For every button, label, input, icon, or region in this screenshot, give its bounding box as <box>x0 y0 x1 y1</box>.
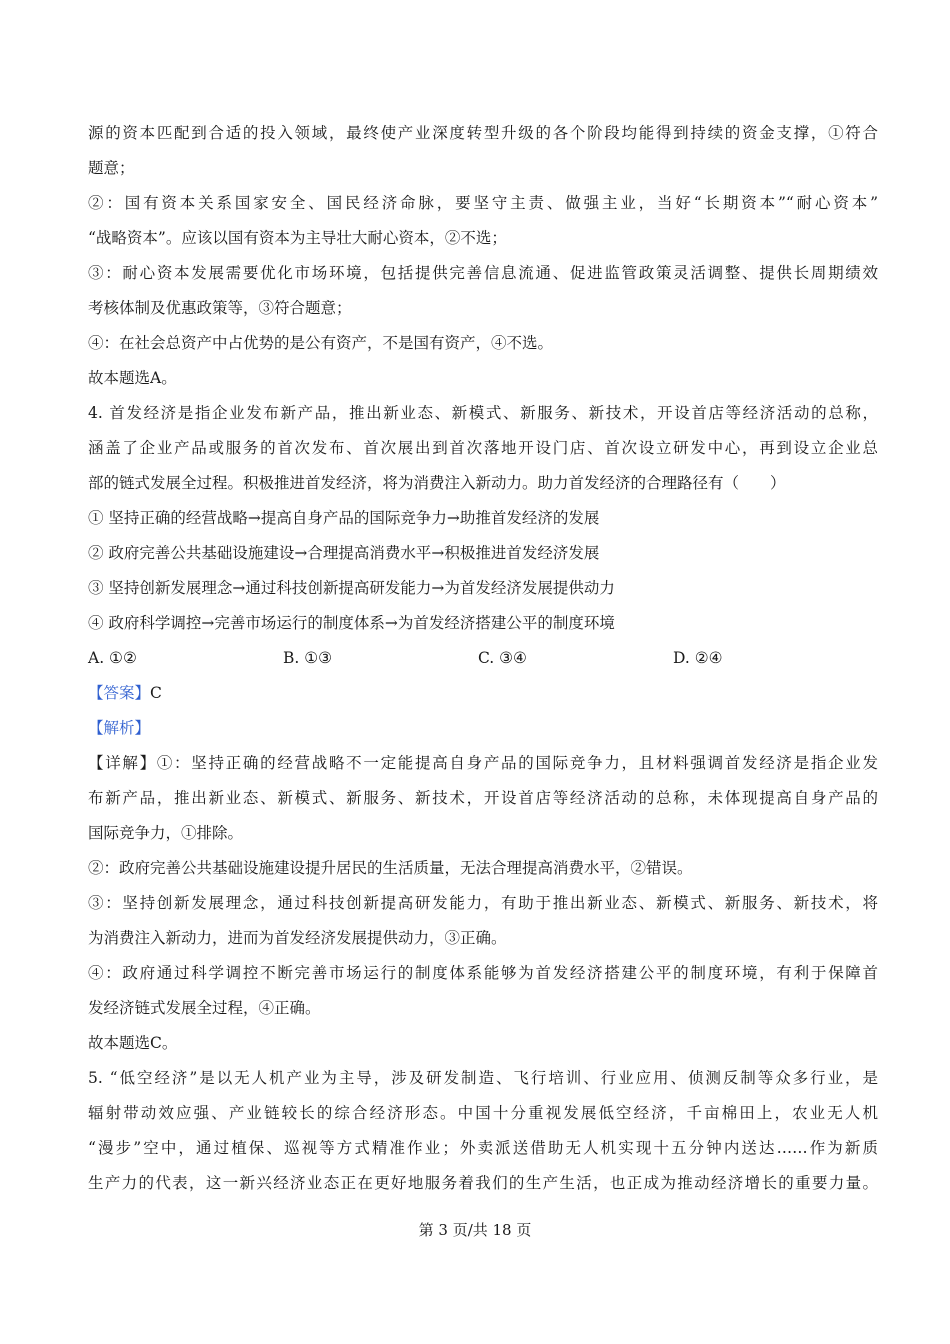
option-b: B. ①③ <box>283 649 333 667</box>
answer-conclusion: 故本题选C。 <box>88 1034 178 1052</box>
option-a: A. ①② <box>88 649 137 667</box>
option-c: C. ③④ <box>478 649 527 667</box>
option-d: D. ②④ <box>673 649 723 667</box>
text-line: ③：坚持创新发展理念，通过科技创新提高研发能力，有助于推出新业态、新模式、新服务、新技术，将 <box>88 894 878 912</box>
analysis-line <box>88 711 878 746</box>
analysis-tag: 【解析】 <box>88 719 151 737</box>
text-line: ④：政府通过科学调控不断完善市场运行的制度体系能够为首发经济搭建公平的制度环境，有利于保障首 <box>88 964 878 982</box>
page-content <box>88 116 878 1201</box>
text-line: 为消费注入新动力，进而为首发经济发展提供动力，③正确。 <box>88 929 507 947</box>
question-4-statement-2: ② 政府完善公共基础设施建设→合理提高消费水平→积极推进首发经济发展 <box>88 544 600 562</box>
question-5-stem: 5. “低空经济”是以无人机产业为主导，涉及研发制造、飞行培训、行业应用、侦测反制等众多行业，是 <box>88 1069 878 1087</box>
question-5-stem: 辐射带动效应强、产业链较长的综合经济形态。中国十分重视发展低空经济，千亩棉田上，农业无人机 <box>88 1104 878 1122</box>
text-line: ④：在社会总资产中占优势的是公有资产，不是国有资产，④不选。 <box>88 334 554 352</box>
text-line: 国际竞争力，①排除。 <box>88 824 244 842</box>
question-5-stem: 生产力的代表，这一新兴经济业态正在更好地服务着我们的生产生活，也正成为推动经济增长的重要力量。 <box>88 1174 878 1192</box>
page-footer: 第 3 页/共 18 页 <box>418 1221 532 1239</box>
text-line: 题意； <box>88 159 135 177</box>
answer-value: C <box>150 684 162 702</box>
detail-line <box>88 746 878 781</box>
question-4-statement-1: ① 坚持正确的经营战略→提高自身产品的国际竞争力→助推首发经济的发展 <box>88 509 600 527</box>
answer-line <box>88 676 878 711</box>
text-line: ③：耐心资本发展需要优化市场环境，包括提供完善信息流通、促进监管政策灵活调整、提供长周期绩效 <box>88 264 878 282</box>
text-line: 考核体制及优惠政策等，③符合题意； <box>88 299 352 317</box>
text-line: ②：政府完善公共基础设施建设提升居民的生活质量，无法合理提高消费水平，②错误。 <box>88 859 693 877</box>
text-line: 发经济链式发展全过程，④正确。 <box>88 999 321 1017</box>
detail-tag: 【详解】 <box>88 754 157 772</box>
question-4-options <box>88 641 878 676</box>
answer-tag: 【答案】 <box>88 684 151 702</box>
question-5-stem: “漫步”空中，通过植保、巡视等方式精准作业；外卖派送借助无人机实现十五分钟内送达……作为新质 <box>88 1139 878 1157</box>
question-4-stem: 4. 首发经济是指企业发布新产品，推出新业态、新模式、新服务、新技术，开设首店等经济活动的总称， <box>88 404 878 422</box>
text-line: 布新产品，推出新业态、新模式、新服务、新技术，开设首店等经济活动的总称，未体现提高自身产品的 <box>88 789 878 807</box>
question-4-stem: 涵盖了企业产品或服务的首次发布、首次展出到首次落地开设门店、首次设立研发中心，再到设立企业总 <box>88 439 878 457</box>
text-line: ②：国有资本关系国家安全、国民经济命脉，要坚守主责、做强主业，当好“长期资本”“耐心资本” <box>88 194 878 212</box>
answer-conclusion: 故本题选A。 <box>88 369 177 387</box>
question-4-stem: 部的链式发展全过程。积极推进首发经济，将为消费注入新动力。助力首发经济的合理路径有（ ） <box>88 474 786 492</box>
question-4-statement-3: ③ 坚持创新发展理念→通过科技创新提高研发能力→为首发经济发展提供动力 <box>88 579 615 597</box>
text-line: “战略资本”。应该以国有资本为主导壮大耐心资本，②不选； <box>88 229 507 247</box>
question-4-statement-4: ④ 政府科学调控→完善市场运行的制度体系→为首发经济搭建公平的制度环境 <box>88 614 615 632</box>
detail-text: ①：坚持正确的经营战略不一定能提高自身产品的国际竞争力，且材料强调首发经济是指企业发 <box>156 754 878 772</box>
text-line: 源的资本匹配到合适的投入领域，最终使产业深度转型升级的各个阶段均能得到持续的资金支撑，①符合 <box>88 124 878 142</box>
